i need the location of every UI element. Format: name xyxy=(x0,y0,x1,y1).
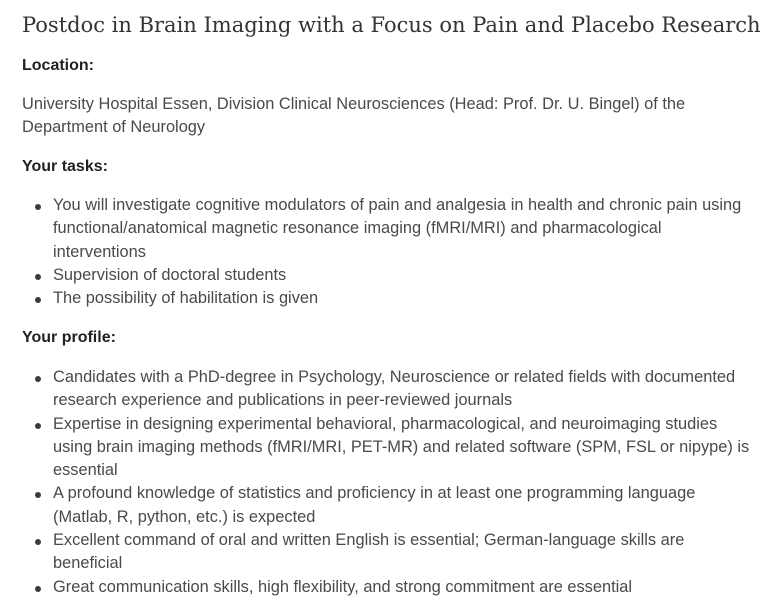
list-item xyxy=(22,482,752,529)
bullet-icon xyxy=(35,586,41,592)
profile-label: Your profile: xyxy=(22,329,116,346)
list-item xyxy=(22,287,752,310)
list-item-text: Supervision of doctoral students xyxy=(53,265,287,284)
location-text: University Hospital Essen, Division Clinical Neurosciences (Head: Prof. Dr. U. Bingel) of the Department of Neurology xyxy=(22,95,686,136)
bullet-icon xyxy=(35,492,41,498)
bullet-icon xyxy=(35,274,41,280)
bullet-icon xyxy=(35,204,41,210)
list-item xyxy=(22,264,752,287)
list-item xyxy=(22,413,752,483)
page-title: Postdoc in Brain Imaging with a Focus on Pain and Placebo Research xyxy=(22,13,761,37)
list-item xyxy=(22,576,752,599)
tasks-list xyxy=(22,194,752,310)
list-item-text: Excellent command of oral and written English is essential; German-language skills are beneficial xyxy=(53,531,685,573)
bullet-icon xyxy=(35,376,41,382)
list-item-text: Candidates with a PhD-degree in Psychology, Neuroscience or related fields with documented research experience and publications in peer-reviewed journals xyxy=(53,368,736,410)
bullet-icon xyxy=(35,539,41,545)
list-item-text: The possibility of habilitation is given xyxy=(53,289,319,308)
list-item-text: Great communication skills, high flexibility, and strong commitment are essential xyxy=(53,577,633,596)
tasks-label: Your tasks: xyxy=(22,158,108,175)
bullet-icon xyxy=(35,297,41,303)
list-item xyxy=(22,529,752,576)
list-item-text: A profound knowledge of statistics and proficiency in at least one programming language (Matlab, R, python, etc.) is expected xyxy=(53,484,696,526)
profile-list xyxy=(22,366,752,599)
list-item xyxy=(22,194,752,264)
list-item-text: You will investigate cognitive modulators of pain and analgesia in health and chronic pain using functional/anatomical magnetic resonance imaging (fMRI/MRI) and pharmacological interventions xyxy=(53,196,742,261)
location-label: Location: xyxy=(22,57,94,74)
list-item xyxy=(22,366,752,413)
list-item-text: Expertise in designing experimental behavioral, pharmacological, and neuroimaging studies using brain imaging methods (fMRI/MRI, PET-MR) and related software (SPM, FSL or nipype) is essential xyxy=(53,414,750,480)
bullet-icon xyxy=(35,423,41,429)
